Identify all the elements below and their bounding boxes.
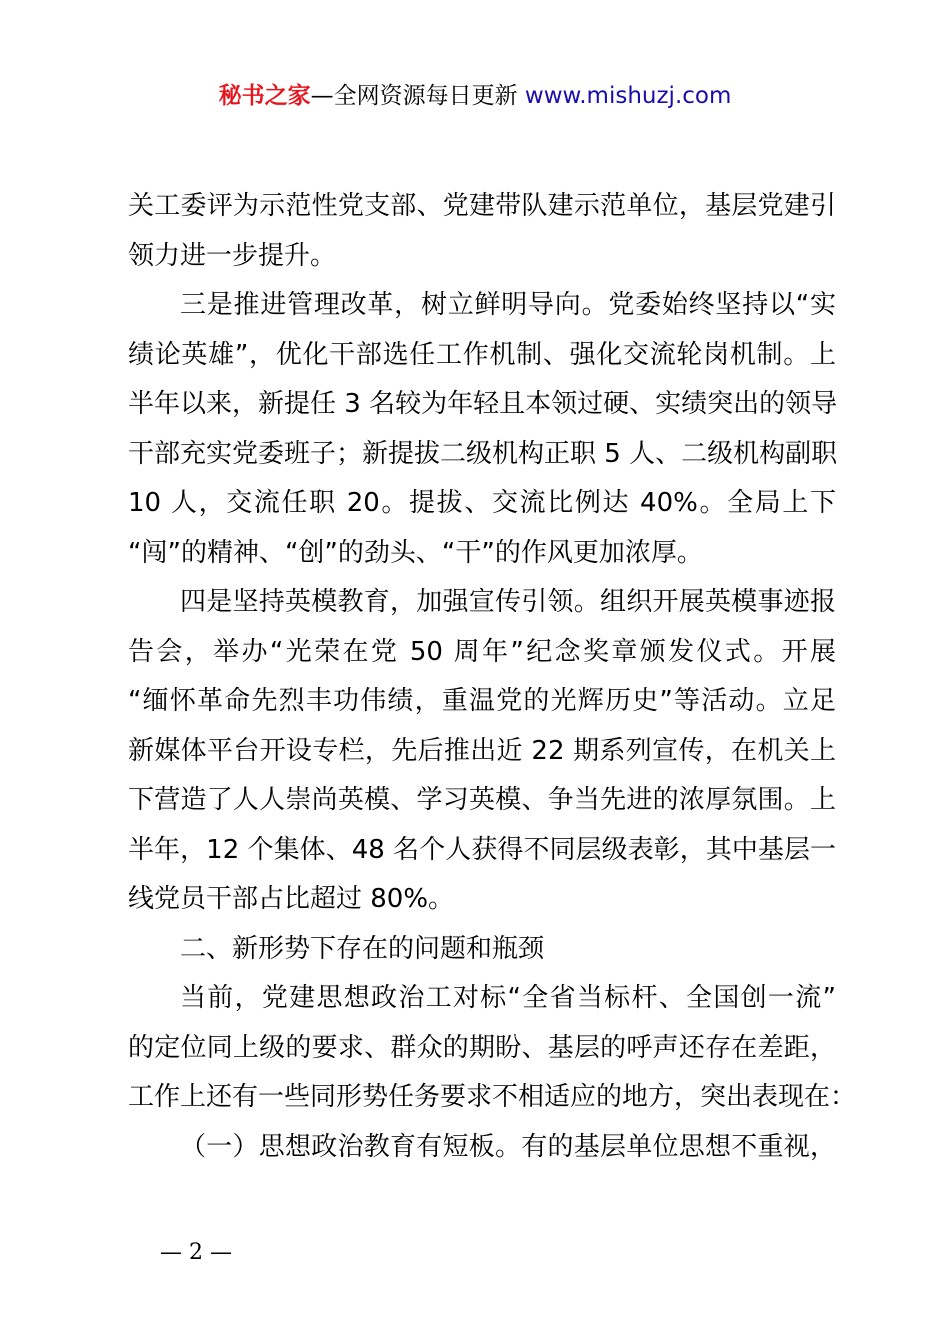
text-line: 新媒体平台开设专栏，先后推出近 22 期系列宣传，在机关上 [128,735,836,766]
website-url[interactable]: www.mishuzj.com [524,83,732,109]
text-line: 工作上还有一些同形势任务要求不相适应的地方，突出表现在： [128,1082,857,1112]
text-line: “缅怀革命先烈丰功伟绩，重温党的光辉历史”等活动。立足 [128,686,836,716]
paragraph-start-line: 四是坚持英模教育，加强宣传引领。组织开展英模事迹报 [180,587,836,617]
paragraph-start-line: 三是推进管理改革，树立鲜明导向。党委始终坚持以“实 [180,290,836,320]
paragraph-start-line: 当前，党建思想政治工对标“全省当标杆、全国创一流” [180,983,836,1013]
text-line: 半年以来，新提任 3 名较为年轻且本领过硬、实绩突出的领导 [128,389,838,419]
text-line: “闯”的精神、“创”的劲头、“干”的作风更加浓厚。 [128,537,703,568]
text-line: 告会，举办“光荣在党 50 周年”纪念奖章颁发仪式。开展 [128,636,836,667]
text-line: 下营造了人人崇尚英模、学习英模、争当先进的浓厚氛围。上 [128,785,836,815]
text-line: 10 人，交流任职 20。提拔、交流比例达 40%。全局上下 [128,488,836,518]
text-line: 干部充实党委班子；新提拔二级机构正职 5 人、二级机构副职 [128,438,838,469]
text-line: 关工委评为示范性党支部、党建带队建示范单位，基层党建引 [128,191,836,221]
banner-tagline: —全网资源每日更新 [310,83,525,109]
document-body [128,182,857,1172]
site-banner [0,80,950,112]
subsection-line: （一）思想政治教育有短板。有的基层单位思想不重视， [180,1131,836,1162]
page-number: — 2 — [160,1240,232,1265]
text-line: 领力进一步提升。 [128,240,337,271]
brand-name: 秘书之家 [218,83,311,109]
text-line: 线党员干部占比超过 80%。 [128,884,455,914]
section-heading: 二、新形势下存在的问题和瓶颈 [180,933,545,964]
text-line: 绩论英雄”，优化干部选任工作机制、强化交流轮岗机制。上 [128,339,836,370]
text-line: 半年，12 个集体、48 名个人获得不同层级表彰，其中基层一 [128,834,836,865]
text-line: 的定位同上级的要求、群众的期盼、基层的呼声还存在差距， [128,1032,836,1063]
